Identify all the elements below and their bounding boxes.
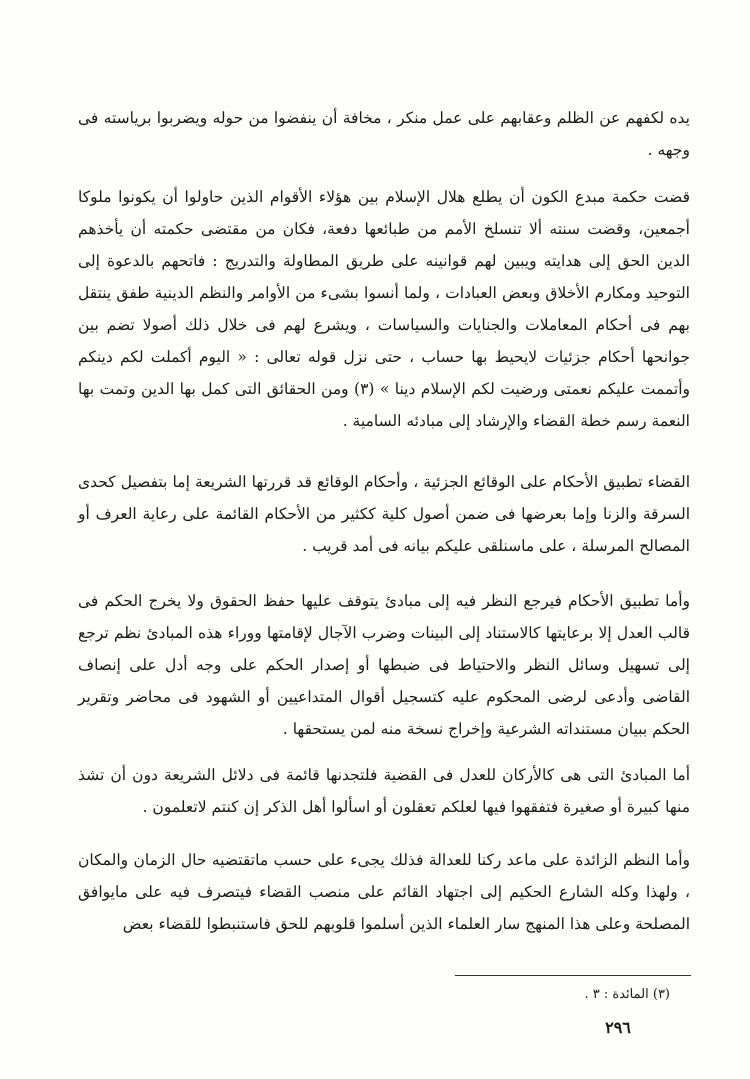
page-number: ٢٩٦ bbox=[605, 1018, 631, 1037]
paragraph-1: يده لكفهم عن الظلم وعقابهم على عمل منكر ، مخافة أن ينفضوا من حوله ويضربوا برياسته فى وجهه . bbox=[78, 109, 690, 159]
paragraph-3: القضاء تطبيق الأحكام على الوقائع الجزئية ، وأحكام الوقائع قد قررتها الشريعة إما بتفصيل كحدى السرقة والزنا وإما بعرضها فى ضمن أصول كلية ككثير من الأحكام القائمة على رعاية العرف أو المصالح المرسلة ، على ماسنلقى عليكم بيانه فى أمد قريب . bbox=[78, 473, 690, 555]
paragraph-2: قضت حكمة مبدع الكون أن يطلع هلال الإسلام بين هؤلاء الأقوام الذين حاولوا أن يكونوا ملوكا أجمعين، وقضت سنته ألا تنسلخ الأمم من طبائعها دفعة، فكان من مقتضى حكمته أن يأخذهم الدين الحق إلى هدايته ويبين لهم قوانينه على طريق المطاولة والتدريج : فاتحهم بالدعوة إلى التوحيد ومكارم الأخلاق وبعض العبادات ، ولما أنسوا بشىء من الأوامر والنظم الدينية طفق ينتقل بهم فى أحكام المعاملات والجنايات والسياسات ، ويشرع لهم فى خلال ذلك أصولا تضم بين جوانحها أحكام جزئيات لايحيط بها حساب ، حتى نزل قوله تعالى : « اليوم أكملت لكم دينكم وأتممت عليكم نعمتى ورضيت لكم الإسلام دينا » (٣) ومن الحقائق التى كمل بها الدين وتمت بها النعمة رسم خطة القضاء والإرشاد إلى مبادئه السامية . bbox=[78, 188, 690, 430]
paragraph-5: أما المبادئ التى هى كالأركان للعدل فى القضية فلتجدنها قائمة فى دلائل الشريعة دون أن تشذ منها كبيرة أو صغيرة فتفقهوا فيها لعلكم تعقلون أو اسألوا أهل الذكر إن كنتم لاتعلمون . bbox=[78, 766, 690, 816]
paragraph-6: وأما النظم الزائدة على ماعد ركنا للعدالة فذلك يجىء على حسب ماتقتضيه حال الزمان والمكان ، ولهذا وكله الشارع الحكيم إلى اجتهاد القائم على منصب القضاء فيتصرف فيه على مايوافق المصلحة وعلى هذا المنهج سار العلماء الذين أسلموا قلوبهم للحق فاستنبطوا للقضاء بعض bbox=[78, 851, 690, 933]
paragraph-4: وأما تطبيق الأحكام فيرجع النظر فيه إلى مبادئ يتوقف عليها حفظ الحقوق ولا يخرج الحكم فى قالب العدل إلا برعايتها كالاستناد إلى البينات وضرب الآجال لإقامتها ووراء هذه المبادئ نظم ترجع إلى تسهيل وسائل النظر والاحتياط فى ضبطها أو إصدار الحكم على وجه أدل على إنصاف القاضى وأدعى لرضى المحكوم عليه كتسجيل أقوال المتداعيين أو الشهود فى محاضر وتقرير الحكم ببيان مستنداته الشرعية وإخراج نسخة منه لمن يستحقها . bbox=[78, 592, 690, 738]
footnote: (٣) المائدة : ٣ . bbox=[584, 987, 670, 1002]
footnote-divider bbox=[455, 975, 691, 976]
